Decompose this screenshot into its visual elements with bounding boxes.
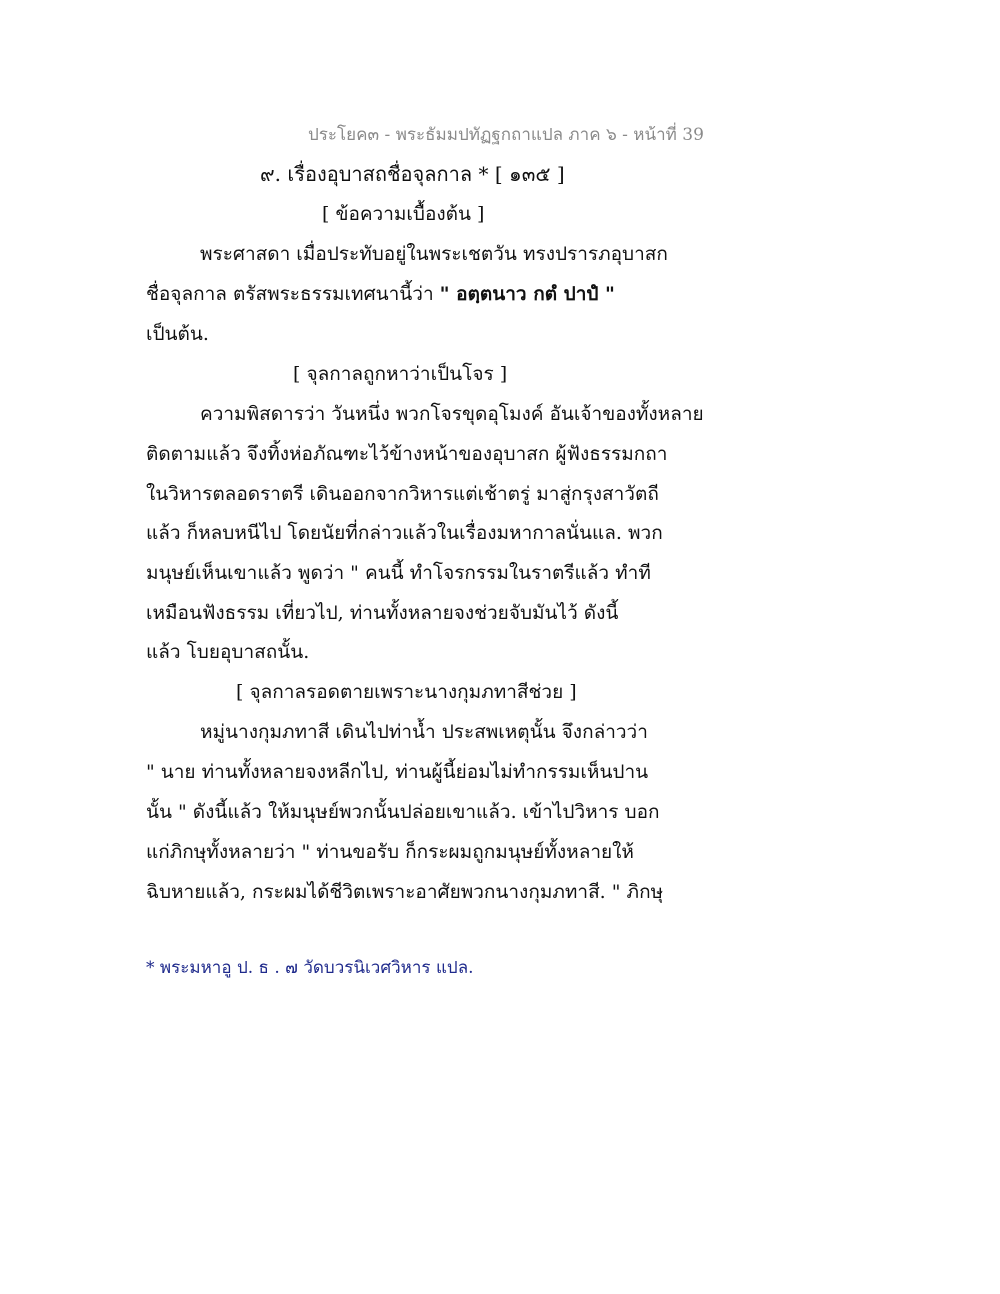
paragraph-line: พระศาสดา เมื่อประทับอยู่ในพระเชตวัน ทรงปรารภอุบาสก [200,243,668,265]
paragraph-line: แล้ว ก็หลบหนีไป โดยนัยที่กล่าวแล้วในเรื่องมหากาลนั่นแล. พวก [146,522,663,544]
paragraph-line: ติดตามแล้ว จึงทิ้งห่อภัณฑะไว้ข้างหน้าของอุบาสก ผู้ฟังธรรมกถา [146,443,668,465]
paragraph-line: แล้ว โบยอุบาสถนั้น. [146,641,310,663]
paragraph-line: มนุษย์เห็นเขาแล้ว พูดว่า " คนนี้ ทำโจรกรรมในราตรีแล้ว ทำที [146,562,651,584]
page-header: ประโยค๓ - พระธัมมปทัฏฐกถาแปล ภาค ๖ - หน้าที่ 39 [308,125,704,145]
section-heading-rescued: [ จุลกาลรอดตายเพราะนางกุมภทาสีช่วย ] [236,681,577,703]
paragraph-line: ฉิบหายแล้ว, กระผมได้ชีวิตเพราะอาศัยพวกนางกุมภทาสี. " ภิกษุ [146,881,664,903]
paragraph-line: หมู่นางกุมภทาสี เดินไปท่าน้ำ ประสพเหตุนั้น จึงกล่าวว่า [200,721,648,743]
story-title: ๙. เรื่องอุบาสถชื่อจุลกาล * [ ๑๓๕ ] [260,162,565,186]
pali-quote: " อตฺตนาว กตํ ปาปํ " [439,283,615,305]
section-heading-intro: [ ข้อความเบื้องต้น ] [322,203,485,225]
section-heading-accused: [ จุลกาลถูกหาว่าเป็นโจร ] [293,363,508,385]
paragraph-line: แก่ภิกษุทั้งหลายว่า " ท่านขอรับ ก็กระผมถูกมนุษย์ทั้งหลายให้ [146,841,634,863]
footnote: * พระมหาอู ป. ธ . ๗ วัดบวรนิเวศวิหาร แปล. [146,958,474,978]
paragraph-line: ในวิหารตลอดราตรี เดินออกจากวิหารแต่เช้าตรู่ มาสู่กรุงสาวัตถี [146,483,659,505]
paragraph-line: นั้น " ดังนี้แล้ว ให้มนุษย์พวกนั้นปล่อยเขาแล้ว. เข้าไปวิหาร บอก [146,801,660,823]
paragraph-line: เหมือนฟังธรรม เที่ยวไป, ท่านทั้งหลายจงช่วยจับมันไว้ ดังนี้ [146,602,619,624]
paragraph-line: เป็นต้น. [146,323,209,345]
paragraph-line: " นาย ท่านทั้งหลายจงหลีกไป, ท่านผู้นี้ย่อมไม่ทำกรรมเห็นปาน [146,761,649,783]
paragraph-text: ชื่อจุลกาล ตรัสพระธรรมเทศนานี้ว่า [146,283,434,305]
paragraph-line: ความพิสดารว่า วันหนึ่ง พวกโจรขุดอุโมงค์ อันเจ้าของทั้งหลาย [200,403,704,425]
paragraph-line-with-quote [146,281,615,307]
